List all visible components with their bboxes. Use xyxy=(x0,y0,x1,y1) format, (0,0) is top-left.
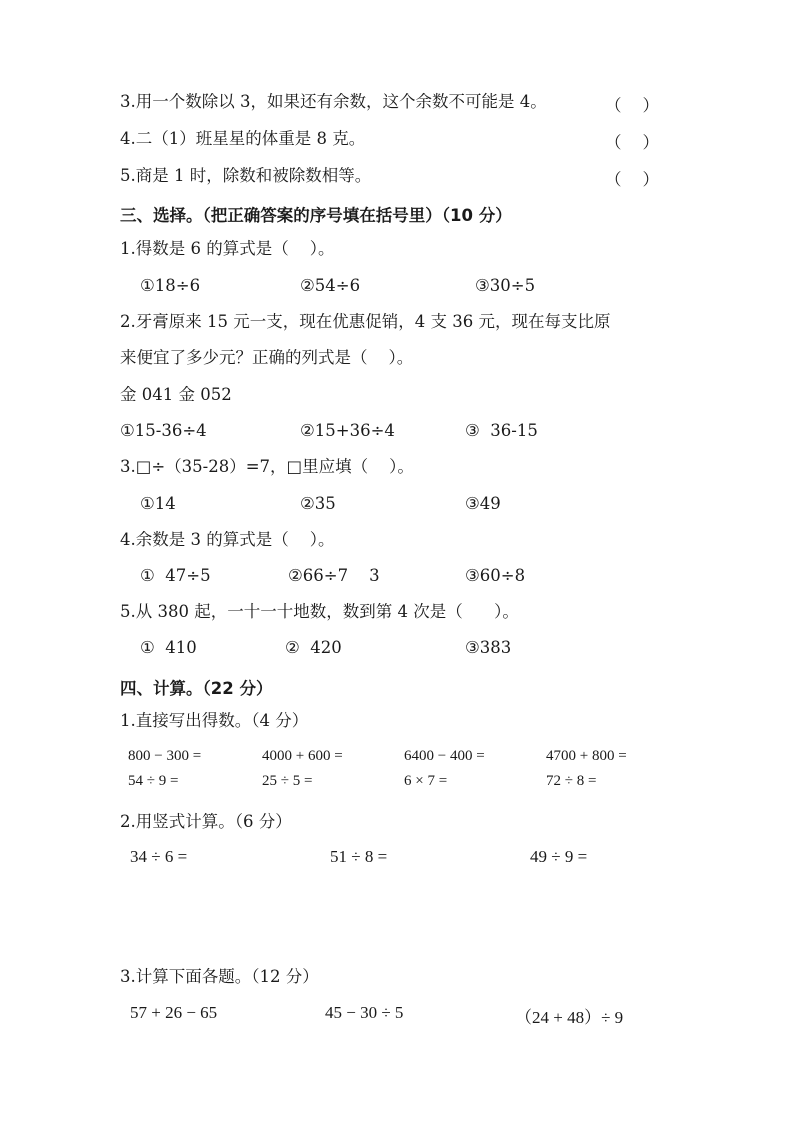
choice-question-4: 4.余数是 3 的算式是（ ）。 xyxy=(120,530,335,549)
oral-calc-item: 800 − 300 = xyxy=(128,748,202,764)
choice-3-option-c[interactable]: ③49 xyxy=(465,494,501,513)
choice-5-option-b[interactable]: ② 420 xyxy=(285,638,342,657)
oral-calc-item: 25 ÷ 5 = xyxy=(262,773,313,789)
calc-question-1: 1.直接写出得数。（4 分） xyxy=(120,711,309,730)
mixed-calc-item: （24 + 48）÷ 9 xyxy=(515,1008,624,1027)
choice-question-5: 5.从 380 起，一十一十地数，数到第 4 次是（ ）。 xyxy=(120,602,519,621)
choice-3-option-b[interactable]: ②35 xyxy=(300,494,336,513)
calc-question-2: 2.用竖式计算。（6 分） xyxy=(120,812,292,831)
vertical-calc-item: 51 ÷ 8 = xyxy=(330,847,388,866)
choice-4-option-b[interactable]: ②66÷7 3 xyxy=(288,566,380,585)
judge-question-5: 5.商是 1 时，除数和被除数相等。 xyxy=(120,166,372,185)
oral-calc-item: 6400 − 400 = xyxy=(404,748,485,764)
choice-1-option-c[interactable]: ③30÷5 xyxy=(475,276,536,295)
mixed-calc-item: 45 − 30 ÷ 5 xyxy=(325,1003,404,1022)
choice-4-option-a[interactable]: ① 47÷5 xyxy=(140,566,211,585)
answer-paren-4[interactable]: （ ） xyxy=(605,133,659,152)
choice-question-2-note: 金 041 金 052 xyxy=(120,385,232,404)
choice-2-option-c[interactable]: ③ 36-15 xyxy=(465,421,538,440)
section-3-title: 三、选择。（把正确答案的序号填在括号里）（10 分） xyxy=(120,206,512,225)
section-4-title: 四、计算。（22 分） xyxy=(120,679,273,698)
choice-5-option-c[interactable]: ③383 xyxy=(465,638,512,657)
judge-question-4: 4.二（1）班星星的体重是 8 克。 xyxy=(120,129,366,148)
choice-3-option-a[interactable]: ①14 xyxy=(140,494,176,513)
choice-question-2-line2: 来便宜了多少元？正确的列式是（ ）。 xyxy=(120,348,414,367)
choice-4-option-c[interactable]: ③60÷8 xyxy=(465,566,526,585)
oral-calc-item: 72 ÷ 8 = xyxy=(546,773,597,789)
choice-2-option-a[interactable]: ①15-36÷4 xyxy=(120,421,207,440)
choice-5-option-a[interactable]: ① 410 xyxy=(140,638,197,657)
choice-1-option-a[interactable]: ①18÷6 xyxy=(140,276,201,295)
judge-question-3: 3.用一个数除以 3，如果还有余数，这个余数不可能是 4。 xyxy=(120,92,547,111)
oral-calc-item: 6 × 7 = xyxy=(404,773,448,789)
choice-2-option-b[interactable]: ②15+36÷4 xyxy=(300,421,395,440)
answer-paren-5[interactable]: （ ） xyxy=(605,170,659,189)
oral-calc-item: 4000 + 600 = xyxy=(262,748,343,764)
calc-question-3: 3.计算下面各题。（12 分） xyxy=(120,967,319,986)
choice-question-2-line1: 2.牙膏原来 15 元一支，现在优惠促销，4 支 36 元，现在每支比原 xyxy=(120,312,611,331)
choice-1-option-b[interactable]: ②54÷6 xyxy=(300,276,361,295)
answer-paren-3[interactable]: （ ） xyxy=(605,96,659,115)
vertical-calc-item: 49 ÷ 9 = xyxy=(530,847,588,866)
choice-question-1: 1.得数是 6 的算式是（ ）。 xyxy=(120,239,335,258)
oral-calc-item: 4700 + 800 = xyxy=(546,748,627,764)
choice-question-3: 3.□÷（35-28）=7，□里应填（ ）。 xyxy=(120,457,414,476)
oral-calc-item: 54 ÷ 9 = xyxy=(128,773,179,789)
mixed-calc-item: 57 + 26 − 65 xyxy=(130,1003,218,1022)
vertical-calc-item: 34 ÷ 6 = xyxy=(130,847,188,866)
